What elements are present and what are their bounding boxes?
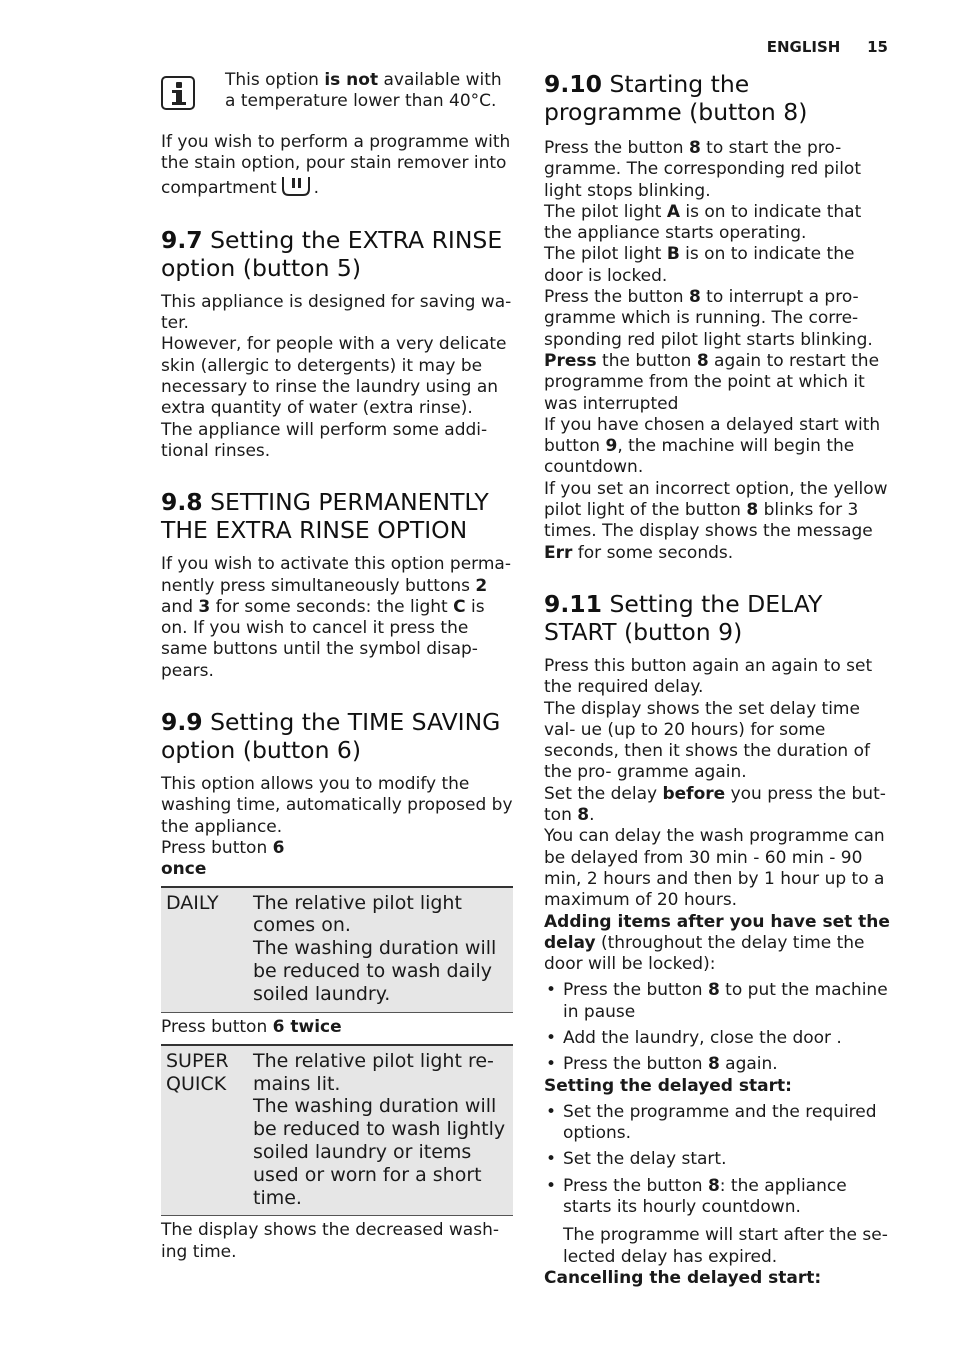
press-once-label: once	[161, 859, 207, 880]
list-item: • Set the delay start.	[544, 1149, 894, 1170]
section-9-11-p3: Set the delay before you press the but- ton 8.	[544, 783, 886, 826]
adding-items-paragraph: Adding items after you have set the delay (throughout the delay time the door will be locked):	[544, 911, 890, 975]
section-9-11-p2: The display shows the set delay time val- ue (up to 20 hours) for some seconds, then it shows the duration of the pro- gramme again.	[544, 698, 870, 783]
section-9-10-p5: Press the button 8 again to restart the programme from the point at which it was interrupted	[544, 350, 880, 414]
section-9-10-p4: Press the button 8 to interrupt a pro- gramme which is running. The corre- sponding red pilot light starts blinking.	[544, 287, 873, 350]
list-item: • Press the button 8 again.	[544, 1054, 894, 1075]
daily-key: DAILY	[166, 891, 219, 914]
section-9-9-intro: This option allows you to modify the washing time, automatically proposed by the appliance.	[161, 774, 513, 837]
section-9-10-p3: The pilot light B is on to indicate the door is locked.	[544, 244, 855, 286]
setting-delayed-start-heading: Setting the delayed start:	[544, 1075, 792, 1096]
cancelling-delayed-start-heading: Cancelling the delayed start:	[544, 1267, 822, 1288]
super-quick-key: SUPER QUICK	[166, 1049, 229, 1095]
info-icon	[161, 76, 195, 110]
super-quick-description: The relative pilot light re- mains lit. The washing duration will be reduced to wash lightly soiled laundry or items used or worn for a short time.	[253, 1049, 506, 1209]
left-column	[161, 70, 513, 1263]
section-9-10-p1: Press the button 8 to start the pro- gramme. The corresponding red pilot light stops blinking.	[544, 138, 861, 201]
section-9-8-heading: 9.8 SETTING PERMANENTLY THE EXTRA RINSE OPTION	[161, 488, 489, 545]
daily-option-table	[161, 886, 513, 1013]
page-header	[767, 38, 888, 56]
info-note-text: This option is not available with a temperature lower than 40°C.	[225, 70, 502, 112]
section-9-11-p4: You can delay the wash programme can be delayed from 30 min - 60 min - 90 min, 2 hours and then by 1 hour up to a maximum of 20 hours.	[544, 826, 885, 911]
section-9-10-p6: If you have chosen a delayed start with button 9, the machine will begin the countdown.	[544, 414, 881, 478]
list-item: • Press the button 8: the appliance starts its hourly countdown.	[544, 1176, 894, 1219]
stain-paragraph: If you wish to perform a programme with the stain option, pour stain remover into compartment .	[161, 132, 511, 198]
section-9-11-p1: Press this button again an again to set the required delay.	[544, 655, 873, 698]
section-9-10-p2: The pilot light A is on to indicate that the appliance starts operating.	[544, 201, 862, 244]
page-number: 15	[867, 38, 888, 56]
section-9-7-heading: 9.7 Setting the EXTRA RINSE option (button 5)	[161, 225, 503, 282]
header-language: ENGLISH	[766, 38, 841, 56]
section-9-7-line-2: ter.	[161, 313, 189, 334]
section-9-9-outro: The display shows the decreased wash- ing time.	[161, 1220, 499, 1262]
super-quick-option-table	[161, 1044, 513, 1217]
press-button-once: Press button 6	[161, 837, 285, 858]
section-9-9-heading: 9.9 Setting the TIME SAVING option (button 6)	[161, 708, 501, 765]
delay-note: The programme will start after the se- lected delay has expired.	[563, 1225, 888, 1267]
info-note	[161, 70, 513, 120]
setting-delayed-start-list	[544, 1102, 894, 1218]
section-9-10-heading: 9.10 Starting the programme (button 8)	[544, 70, 808, 126]
section-9-7-para-3: The appliance will perform some addi- tional rinses.	[161, 419, 488, 461]
list-item: • Set the programme and the required options.	[544, 1102, 894, 1145]
section-9-8-paragraph: If you wish to activate this option perma- nently press simultaneously buttons 2 and 3 for some seconds: the light C is on. If you wish to cancel it press the same buttons until the symbol disap- pears.	[161, 554, 511, 681]
right-column	[544, 70, 894, 1289]
section-9-11-heading: 9.11 Setting the DELAY START (button 9)	[544, 589, 823, 646]
press-button-twice: Press button 6 twice	[161, 1016, 342, 1037]
section-9-10-p7: If you set an incorrect option, the yellow pilot light of the button 8 blinks for 3 times. The display shows the message Err for some seconds.	[544, 478, 888, 563]
daily-description: The relative pilot light comes on. The washing duration will be reduced to wash daily soiled laundry.	[253, 891, 497, 1005]
list-item: • Add the laundry, close the door .	[544, 1028, 894, 1049]
list-item: • Press the button 8 to put the machine in pause	[544, 980, 894, 1023]
stain-compartment-icon	[281, 175, 311, 197]
section-9-7-para-2: However, for people with a very delicate skin (allergic to detergents) it may be necessary to rinse the laundry using an extra quantity of water (extra rinse).	[161, 334, 507, 419]
adding-items-list	[544, 980, 894, 1075]
section-9-7-line-1: This appliance is designed for saving wa-	[161, 291, 512, 312]
